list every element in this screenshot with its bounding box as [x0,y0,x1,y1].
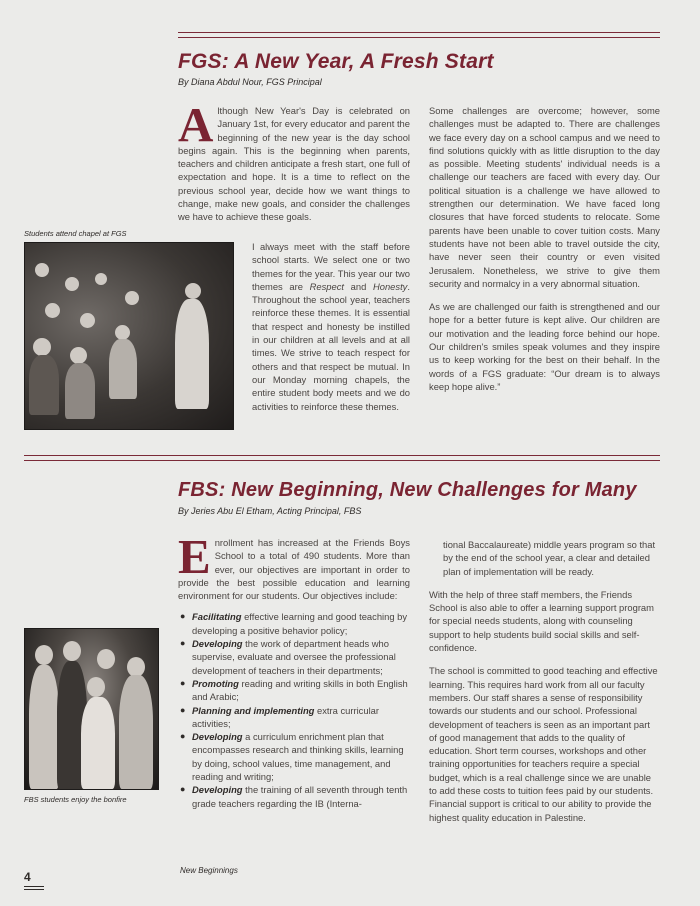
teacher-figure [175,299,209,409]
article2-paragraph1: nrollment has increased at the Friends Boys School to a total of 490 students. More than ever, our objectives are important in order to provide the best possible education and learning environment for our students. Our objectives include: [178,537,410,602]
student-head [87,677,105,697]
student-head [80,313,95,328]
article2-paragraph-commitment: The school is committed to good teaching and effective learning. This requires hard work from all our faculty members. Our staff shares a sense of responsibility towards our students and our school. Professional development of teachers is seen as an important part of good management that adds to the quality of education. Short term courses, workshops and other training opportunities for teachers require a special budget, which is a real challenge since we are unable to add these costs to tuition fees paid by our students. Financial support is critical to our ability to provide the highest quality education in Palestine. [429,665,658,823]
article1-column1-intro [178,97,410,234]
student-head [125,291,139,305]
student-head [95,273,107,285]
objective-item: ● Promoting reading and writing skills in both English and Arabic; [180,677,408,703]
objectives-list [178,610,410,809]
theme-respect: Respect [309,280,345,292]
article1-paragraph2-rest: . Throughout the school year, teachers reinforce these themes. It is essential that respect and honesty be instilled in our children at all levels and at all times. We strive to teach respect for others and that respect be mutual. In our Monday morning chapels, the entire student body meets and we do activities to reinforce these themes. [252,280,410,412]
page-number: 4 [24,870,31,884]
objective-item: ● Developing a curriculum enrichment plan that encompasses research and thinking skills, learning by doing, school values, time management, and reading and writing; [180,731,404,783]
student-head [115,325,130,340]
article1-paragraph2-start: I always meet with the staff before school starts. We select one or two themes for the year. This year our two themes are [252,241,410,292]
article2-drop-cap: E [178,529,211,584]
theme-honesty: Honesty [372,280,408,292]
article1-column1-continued [252,240,410,423]
section-divider-rule [24,455,660,461]
student-head [70,347,87,364]
top-double-rule [178,32,660,38]
article2-byline: By Jeries Abu El Etham, Acting Principal, FBS [178,506,362,516]
student-figure [81,697,115,789]
student-figure [29,665,59,789]
student-head [127,657,145,677]
article1-drop-cap: A [178,97,214,152]
article1-column2 [429,104,660,403]
student-head [65,277,79,291]
bonfire-students-photo [24,628,159,790]
article1-paragraph3: Some challenges are overcome; however, some challenges must be adapted to. There are challenges we face every day on a school campus and we need to find solutions quickly with as little disruption to the day as possible. Meeting students' individual needs is a challenge our teachers are faced with every day. Our political situation is a challenge we have allowed to strengthen our determination. We have faced long closures that have forced students to relocate. Some parents have been unable to cover tuition costs. Many students have not been able to travel outside the city, have never seen their country or even visited Jerusalem. Nonetheless, we strive to give them security and normalcy in a very abnormal situation. [429,105,660,289]
chapel-students-photo [24,242,234,430]
article1-photo-caption: Students attend chapel at FGS [24,229,127,238]
objective-item: ● Developing the work of department heads who supervise, evaluate and oversee the professional development of teachers in their departments; [180,638,396,676]
article1-paragraph2-and: and [344,280,373,292]
footer-publication-name: New Beginnings [180,866,238,875]
article1-paragraph4: As we are challenged our faith is strengthened and our hope for a better future is kept alive. Our children are our motivation and the leading force behind our hope. Our children's smiles speak volumes and they inspire us to keep working for the best on their behalf. In the words of a FGS graduate: “Our dream is to always keep hope alive.” [429,301,660,392]
teacher-head [185,283,201,299]
student-head [63,641,81,661]
article1-paragraph1: lthough New Year's Day is celebrated on January 1st, for every educator and parent the beginning of the new year is the day school begins again. This is the beginning when parents, teachers and children anticipate a fresh start, one full of expectation and hope. It is a time to reflect on the previous school year, decide how we want things to change, make new goals, and consider the challenges we have to achieve these goals. [178,105,410,223]
student-figure [29,355,59,415]
objective-item: ● Facilitating effective learning and good teaching by developing a positive behavior policy; [180,611,408,636]
student-head [33,338,51,356]
objective-item: ● Planning and implementing extra curricular activities; [180,704,380,729]
student-head [35,645,53,665]
article2-title: FBS: New Beginning, New Challenges for Many [178,479,637,501]
page-number-rule [24,886,44,887]
article2-column2 [429,538,660,834]
page-number-rule-lower [24,889,44,890]
article2-paragraph-support: With the help of three staff members, the Friends School is also able to offer a learning support program for special needs students, along with counseling support to help students build social skills and self-confidence. [429,588,654,654]
student-head [97,649,115,669]
article2-column1 [178,529,410,810]
student-figure [65,363,95,419]
article1-title: FGS: A New Year, A Fresh Start [178,50,494,73]
student-figure [109,339,137,399]
student-figure [119,675,153,789]
student-head [35,263,49,277]
article2-paragraph-ib: tional Baccalaureate) middle years program so that by the end of the school year, a clear and detailed plan of implementation will be ready. [443,539,656,577]
objective-item: ● Developing the training of all seventh through tenth grade teachers regarding the IB (Interna- [180,784,408,809]
student-head [45,303,60,318]
article2-photo-caption: FBS students enjoy the bonfire [24,795,127,804]
article1-byline: By Diana Abdul Nour, FGS Principal [178,77,322,87]
